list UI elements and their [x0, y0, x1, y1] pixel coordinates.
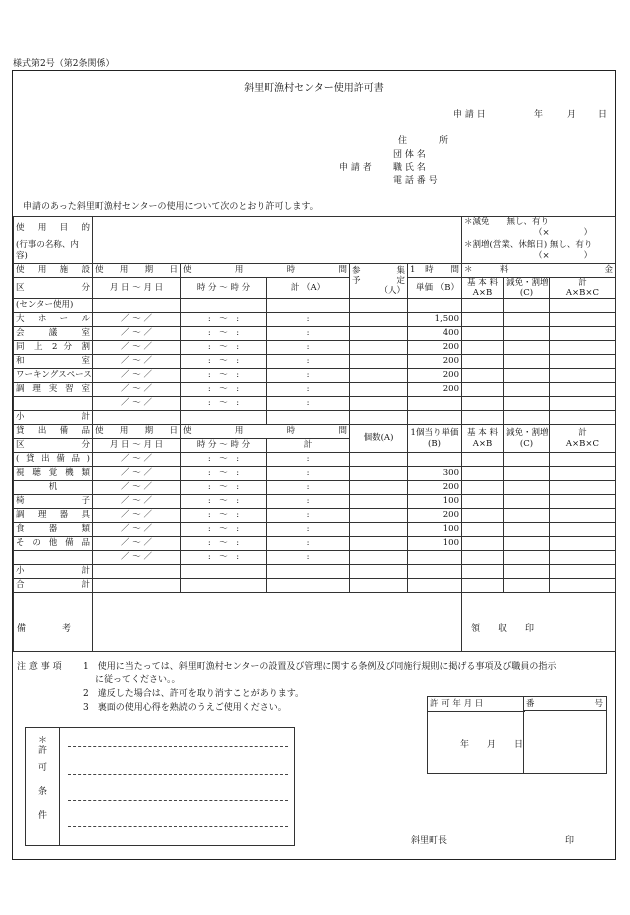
- facility-name: 同 上 2 分 割: [14, 341, 93, 355]
- table-cell: [462, 411, 504, 425]
- table-cell: 区 分: [14, 278, 93, 299]
- table-cell: [350, 383, 408, 397]
- unit-price: 200: [408, 509, 462, 523]
- facility-header-2: [14, 278, 616, 299]
- time-total: :: [267, 355, 350, 369]
- time-range: : ～ :: [181, 495, 267, 509]
- table-cell: [93, 299, 181, 313]
- date-range: ／ ～ ／: [93, 313, 181, 327]
- table-cell: [504, 299, 550, 313]
- time-range: : ～ :: [181, 327, 267, 341]
- surcharge-cell: ＊割増(営業、休館日) 無し、有り （× ）: [462, 239, 616, 264]
- table-cell: [462, 299, 504, 313]
- table-cell: [550, 299, 616, 313]
- table-cell: [93, 217, 462, 240]
- table-cell: [462, 551, 504, 565]
- table-cell: [504, 523, 550, 537]
- facility-section-label: (センター使用): [14, 299, 93, 313]
- equip-name: 調 理 器 具: [14, 509, 93, 523]
- table-cell: [504, 453, 550, 467]
- table-cell: [350, 327, 408, 341]
- table-cell: [504, 383, 550, 397]
- time-total: :: [267, 341, 350, 355]
- table-cell: [350, 341, 408, 355]
- table-cell: [550, 565, 616, 579]
- table-cell: [462, 467, 504, 481]
- facility-name: [14, 397, 93, 411]
- table-cell: [350, 397, 408, 411]
- table-cell: [462, 509, 504, 523]
- table-cell: [504, 341, 550, 355]
- unit-price: [408, 551, 462, 565]
- table-cell: [181, 411, 267, 425]
- purpose-label: 使 用 目 的: [14, 217, 93, 240]
- table-cell: [504, 369, 550, 383]
- purpose-row-2: [14, 239, 616, 264]
- table-cell: [504, 565, 550, 579]
- facility-section: [14, 299, 616, 313]
- table-cell: :: [267, 453, 350, 467]
- date-range: ／ ～ ／: [93, 537, 181, 551]
- table-cell: [550, 509, 616, 523]
- table-cell: [350, 495, 408, 509]
- facility-row: [14, 327, 616, 341]
- equip-row: [14, 495, 616, 509]
- permit-date-value: 年 月 日: [460, 740, 524, 750]
- table-cell: [550, 327, 616, 341]
- table-cell: 月 日 ～ 月 日: [93, 439, 181, 453]
- table-cell: 単価 （B）: [408, 278, 462, 299]
- unit-price: 400: [408, 327, 462, 341]
- table-cell: [550, 411, 616, 425]
- usage-table: [13, 216, 616, 652]
- date-range: ／ ～ ／: [93, 551, 181, 565]
- facility-name: 和 室: [14, 355, 93, 369]
- unit-price: 200: [408, 341, 462, 355]
- facility-name: 大 ホ ー ル: [14, 313, 93, 327]
- table-cell: [462, 397, 504, 411]
- table-cell: 基 本 料 A×B: [462, 278, 504, 299]
- table-cell: [550, 355, 616, 369]
- equip-name: [14, 551, 93, 565]
- table-cell: [550, 551, 616, 565]
- permit-form: [12, 70, 616, 860]
- table-cell: 1 時 間: [408, 264, 462, 278]
- table-cell: [462, 537, 504, 551]
- date-range: ／ ～ ／: [93, 523, 181, 537]
- time-total: :: [267, 509, 350, 523]
- table-cell: [350, 551, 408, 565]
- time-range: : ～ :: [181, 523, 267, 537]
- unit-price: [408, 397, 462, 411]
- equip-section-label: (貸出備品): [14, 453, 93, 467]
- date-range: ／ ～ ／: [93, 383, 181, 397]
- table-cell: [504, 481, 550, 495]
- table-cell: : ～ :: [181, 453, 267, 467]
- table-cell: [462, 523, 504, 537]
- table-cell: ＊ 料 金: [462, 264, 616, 278]
- note-item-1-cont: に従ってください。。: [95, 675, 181, 685]
- table-cell: [93, 579, 181, 593]
- table-cell: 1個当り単価 (B): [408, 425, 462, 453]
- purpose-sub-label: (行事の名称、内容): [14, 239, 93, 264]
- table-cell: 個数(A): [350, 425, 408, 453]
- time-total: :: [267, 551, 350, 565]
- facility-row: [14, 313, 616, 327]
- table-cell: [267, 299, 350, 313]
- equip-row: [14, 537, 616, 551]
- equip-row: [14, 467, 616, 481]
- table-cell: [504, 411, 550, 425]
- date-range: ／ ～ ／: [93, 509, 181, 523]
- table-cell: 使 用 期 日: [93, 264, 181, 278]
- time-total: :: [267, 467, 350, 481]
- table-cell: 計 A×B×C: [550, 425, 616, 453]
- table-cell: [93, 239, 462, 264]
- equip-name: 机: [14, 481, 93, 495]
- table-cell: [504, 509, 550, 523]
- apply-date-year: 年: [534, 110, 544, 120]
- table-cell: 計: [267, 439, 350, 453]
- time-range: : ～ :: [181, 313, 267, 327]
- purpose-row: [14, 217, 616, 240]
- equip-row: [14, 509, 616, 523]
- facility-subtotal: [14, 411, 616, 425]
- notes-label: 注 意 事 項: [17, 662, 62, 672]
- time-range: : ～ :: [181, 397, 267, 411]
- equip-section: [14, 453, 616, 467]
- permit-number-header: 番 号: [523, 697, 606, 711]
- time-range: : ～ :: [181, 481, 267, 495]
- mayor-label: 斜里町長: [411, 836, 448, 846]
- table-cell: [267, 579, 350, 593]
- table-cell: [93, 411, 181, 425]
- date-range: ／ ～ ／: [93, 467, 181, 481]
- table-cell: [462, 327, 504, 341]
- table-cell: [408, 411, 462, 425]
- facility-row: [14, 369, 616, 383]
- permit-date-header: 許 可 年 月 日: [428, 697, 525, 712]
- table-cell: ／ ～ ／: [93, 453, 181, 467]
- table-cell: 使 用 施 設: [14, 264, 93, 278]
- table-cell: [504, 355, 550, 369]
- equip-subtotal-label: 小 計: [14, 565, 93, 579]
- grand-total: [14, 579, 616, 593]
- exemption-cell: ＊減免 無し、有り （× ）: [462, 217, 616, 240]
- table-cell: 時 分 ～ 時 分: [181, 439, 267, 453]
- unit-price: 200: [408, 355, 462, 369]
- table-cell: [93, 565, 181, 579]
- table-cell: [462, 579, 504, 593]
- equip-header-1: [14, 425, 616, 439]
- time-range: : ～ :: [181, 551, 267, 565]
- table-cell: [462, 481, 504, 495]
- time-range: : ～ :: [181, 537, 267, 551]
- table-cell: [462, 495, 504, 509]
- unit-price: 100: [408, 523, 462, 537]
- table-cell: [550, 523, 616, 537]
- unit-price: 1,500: [408, 313, 462, 327]
- receipt-label: 領 収 印: [471, 624, 535, 634]
- applicant-group-label: 団 体 名: [393, 150, 426, 160]
- facility-row: [14, 355, 616, 369]
- table-cell: [550, 383, 616, 397]
- table-cell: 月 日 ～ 月 日: [93, 278, 181, 299]
- date-range: ／ ～ ／: [93, 341, 181, 355]
- unit-price: 100: [408, 537, 462, 551]
- table-cell: [267, 565, 350, 579]
- table-cell: [550, 467, 616, 481]
- table-cell: [550, 341, 616, 355]
- table-cell: [550, 397, 616, 411]
- table-cell: 計 A×B×C: [550, 278, 616, 299]
- table-cell: [462, 313, 504, 327]
- table-cell: [408, 299, 462, 313]
- date-range: ／ ～ ／: [93, 355, 181, 369]
- table-cell: [350, 369, 408, 383]
- equip-name: 視 聴 覚 機 類: [14, 467, 93, 481]
- table-cell: [462, 341, 504, 355]
- table-cell: [504, 467, 550, 481]
- table-cell: 貸 出 備 品: [14, 425, 93, 439]
- note-item-2: 2 違反した場合は、許可を取り消すことがあります。: [83, 689, 305, 699]
- table-cell: [267, 411, 350, 425]
- facility-row: [14, 397, 616, 411]
- table-cell: [504, 327, 550, 341]
- table-cell: [350, 313, 408, 327]
- grand-total-label: 合 計: [14, 579, 93, 593]
- mayor-seal: 印: [565, 836, 575, 846]
- table-cell: [350, 411, 408, 425]
- time-total: :: [267, 327, 350, 341]
- table-cell: [462, 383, 504, 397]
- form-title: 斜里町漁村センター使用許可書: [244, 83, 384, 94]
- equip-row: [14, 481, 616, 495]
- applicant-address-label: 住 所: [398, 136, 448, 146]
- facility-name: 会 議 室: [14, 327, 93, 341]
- table-cell: [350, 481, 408, 495]
- table-cell: [550, 579, 616, 593]
- date-range: ／ ～ ／: [93, 369, 181, 383]
- date-range: ／ ～ ／: [93, 327, 181, 341]
- facility-header-1: [14, 264, 616, 278]
- applicant-name-label: 職 氏 名: [393, 163, 426, 173]
- time-total: :: [267, 495, 350, 509]
- time-range: : ～ :: [181, 341, 267, 355]
- apply-date-day: 日: [598, 110, 608, 120]
- table-cell: 使 用 期 日: [93, 425, 181, 439]
- time-total: :: [267, 383, 350, 397]
- unit-price: 200: [408, 369, 462, 383]
- date-range: ／ ～ ／: [93, 397, 181, 411]
- table-cell: [504, 495, 550, 509]
- apply-date-month: 月: [567, 110, 577, 120]
- apply-date-label: 申 請 日: [453, 110, 486, 120]
- table-cell: [350, 579, 408, 593]
- equip-row: [14, 551, 616, 565]
- time-total: :: [267, 537, 350, 551]
- time-total: :: [267, 397, 350, 411]
- time-total: :: [267, 481, 350, 495]
- table-cell: [550, 313, 616, 327]
- time-range: : ～ :: [181, 383, 267, 397]
- time-range: : ～ :: [181, 509, 267, 523]
- equip-subtotal: [14, 565, 616, 579]
- equip-row: [14, 523, 616, 537]
- table-cell: [550, 481, 616, 495]
- unit-price: 100: [408, 495, 462, 509]
- table-cell: [181, 299, 267, 313]
- table-cell: [93, 593, 462, 652]
- table-cell: [550, 369, 616, 383]
- remarks-label: 備 考: [17, 624, 72, 634]
- equip-name: 椅 子: [14, 495, 93, 509]
- time-total: :: [267, 313, 350, 327]
- table-cell: [350, 467, 408, 481]
- table-cell: [350, 453, 408, 467]
- table-cell: [504, 579, 550, 593]
- time-range: : ～ :: [181, 369, 267, 383]
- table-cell: [550, 495, 616, 509]
- table-cell: [504, 551, 550, 565]
- facility-row: [14, 383, 616, 397]
- table-cell: [181, 565, 267, 579]
- table-cell: [350, 537, 408, 551]
- table-cell: [350, 355, 408, 369]
- unit-price: 300: [408, 467, 462, 481]
- unit-price: 200: [408, 481, 462, 495]
- applicant-label: 申 請 者: [339, 163, 372, 173]
- table-cell: 参 集 予 定 （人）: [350, 264, 408, 299]
- equip-name: 食 器 類: [14, 523, 93, 537]
- permit-date-box: [427, 696, 607, 774]
- table-cell: 区 分: [14, 439, 93, 453]
- conditions-box: [25, 727, 295, 846]
- table-cell: [550, 453, 616, 467]
- time-range: : ～ :: [181, 355, 267, 369]
- applicant-phone-label: 電 話 番 号: [393, 176, 438, 186]
- table-cell: [350, 509, 408, 523]
- table-cell: [350, 565, 408, 579]
- intro-text: 申請のあった斜里町漁村センターの使用について次のとおり許可します。: [23, 202, 319, 212]
- facility-name: 調 理 実 習 室: [14, 383, 93, 397]
- time-range: : ～ :: [181, 467, 267, 481]
- facility-row: [14, 341, 616, 355]
- table-cell: [408, 565, 462, 579]
- table-cell: [462, 565, 504, 579]
- form-number: 様式第2号（第2条関係）: [13, 59, 115, 69]
- table-cell: [550, 537, 616, 551]
- subtotal-label: 小 計: [14, 411, 93, 425]
- table-cell: [408, 453, 462, 467]
- table-cell: 基 本 料 A×B: [462, 425, 504, 453]
- table-cell: [408, 579, 462, 593]
- table-cell: [462, 453, 504, 467]
- equip-name: そ の 他 備 品: [14, 537, 93, 551]
- table-cell: [504, 313, 550, 327]
- time-total: :: [267, 523, 350, 537]
- table-cell: [350, 299, 408, 313]
- date-range: ／ ～ ／: [93, 495, 181, 509]
- table-cell: 使 用 時 間: [181, 264, 350, 278]
- table-cell: [350, 523, 408, 537]
- table-cell: [462, 369, 504, 383]
- table-cell: 時 分 ～ 時 分: [181, 278, 267, 299]
- table-cell: 減免・割増 (C): [504, 425, 550, 453]
- table-cell: 減免・割増 (C): [504, 278, 550, 299]
- note-item-3: 3 裏面の使用心得を熟読のうえご使用ください。: [83, 703, 287, 713]
- conditions-label: ＊ 許 可 条 件: [26, 728, 60, 845]
- table-cell: 使 用 時 間: [181, 425, 350, 439]
- note-item-1: 1 使用に当たっては、斜里町漁村センターの設置及び管理に関する条例及び同施行規則に掲げる事項及び職員の指示: [83, 662, 557, 672]
- unit-price: 200: [408, 383, 462, 397]
- table-cell: [504, 537, 550, 551]
- table-cell: [462, 355, 504, 369]
- facility-name: ワーキングスペース: [14, 369, 93, 383]
- table-cell: 計 （A）: [267, 278, 350, 299]
- table-cell: [504, 397, 550, 411]
- date-range: ／ ～ ／: [93, 481, 181, 495]
- time-total: :: [267, 369, 350, 383]
- table-cell: [181, 579, 267, 593]
